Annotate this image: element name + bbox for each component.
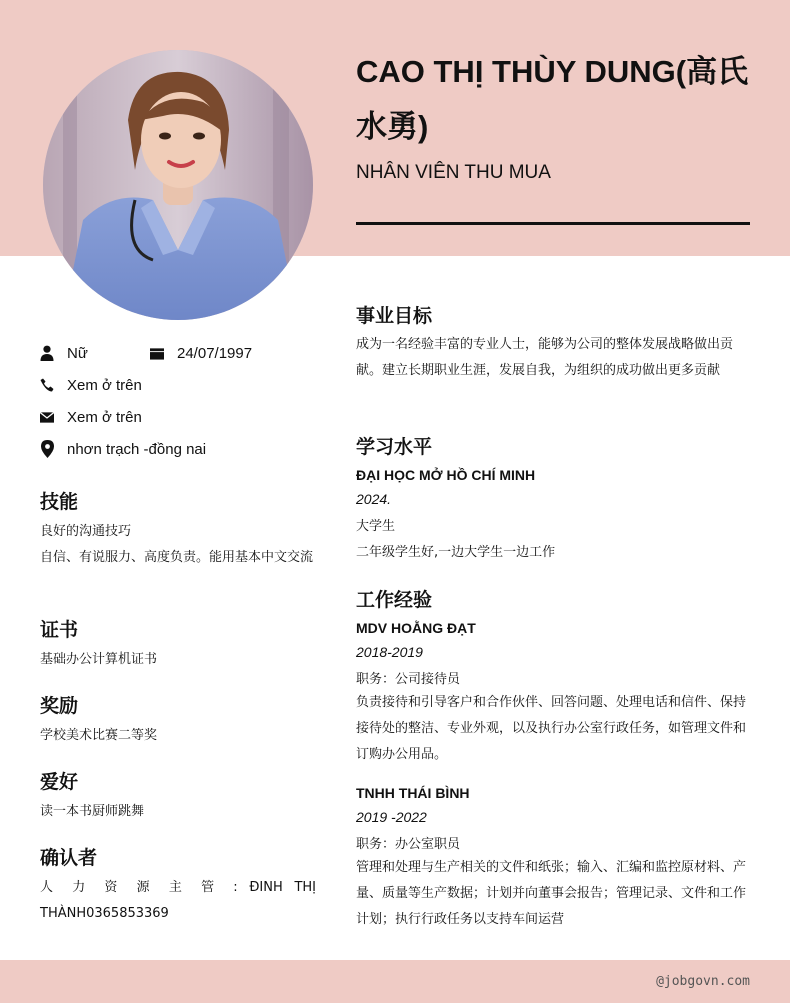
person-icon [40, 345, 54, 361]
address-row [40, 439, 206, 459]
footer-watermark: @jobgovn.com [656, 974, 750, 989]
profile-photo [43, 50, 313, 320]
job-2-role: 职务：办公室职员 [356, 837, 461, 852]
skills-line-1: 良好的沟通技巧 [40, 524, 132, 539]
location-pin-icon [40, 441, 54, 457]
address-value: nhơn trạch -đồng nai [67, 440, 207, 458]
job-2-company: TNHH THÁI BÌNH [356, 785, 470, 801]
certificates-heading: 证书 [40, 619, 79, 641]
skills-line-2: 自信、有说服力、高度负责。能用基本中文交流 [40, 550, 314, 565]
certificates-line-1: 基础办公计算机证书 [40, 652, 158, 667]
envelope-icon [40, 409, 54, 425]
job-2-period: 2019 -2022 [356, 809, 427, 825]
education-degree: 大学生 [356, 519, 396, 534]
hobbies-line-1: 读一本书厨师跳舞 [40, 804, 145, 819]
gender-value: Nữ [67, 344, 88, 362]
job-1-role: 职务：公司接待员 [356, 672, 461, 687]
job-2-description: 管理和处理与生产相关的文件和纸张；输入、汇编和监控原材料、产量、质量等生产数据；计划并向董事会报告；管理记录、文件和工作计划；执行行政任务以支持车间运营 [356, 860, 747, 927]
phone-icon [40, 377, 54, 393]
candidate-name: CAO THỊ THÙY DUNG(高氏水勇) [356, 54, 749, 144]
hobbies-heading: 爱好 [40, 771, 79, 793]
awards-line-1: 学校美术比赛二等奖 [40, 728, 158, 743]
job-1-period: 2018-2019 [356, 644, 423, 660]
email-value: Xem ở trên [67, 408, 142, 426]
skills-heading: 技能 [40, 491, 79, 513]
experience-heading: 工作经验 [356, 589, 433, 611]
job-1-company: MDV HOẰNG ĐẠT [356, 620, 476, 636]
school-name: ĐẠI HỌC MỞ HỒ CHÍ MINH [356, 467, 536, 483]
phone-value: Xem ở trên [67, 376, 142, 394]
profile-photo-illustration [43, 50, 313, 320]
title-divider [356, 222, 750, 225]
education-heading: 学习水平 [356, 436, 433, 458]
reference-line-1: 人 力 资 源 主 管 : ĐINH THỊ THÀNH0365853369 [40, 880, 316, 921]
birthday-row [150, 343, 252, 363]
birthday-value: 24/07/1997 [177, 344, 253, 362]
calendar-icon [150, 345, 164, 361]
education-note: 二年级学生好,一边大学生一边工作 [356, 545, 556, 560]
objective-heading: 事业目标 [356, 305, 433, 327]
education-year: 2024. [356, 491, 392, 507]
job-title: NHÂN VIÊN THU MUA [356, 162, 551, 183]
awards-heading: 奖励 [40, 695, 79, 717]
reference-heading: 确认者 [40, 847, 98, 869]
objective-text: 成为一名经验丰富的专业人士，能够为公司的整体发展战略做出贡献。建立长期职业生涯，发展自我，为组织的成功做出更多贡献 [356, 337, 734, 378]
job-1-description: 负责接待和引导客户和合作伙伴、回答问题、处理电话和信件、保持接待处的整洁、专业外观，以及执行办公室行政任务，如管理文件和订购办公用品。 [356, 695, 747, 762]
phone-row [40, 375, 142, 395]
gender-row [40, 343, 88, 363]
email-row [40, 407, 142, 427]
